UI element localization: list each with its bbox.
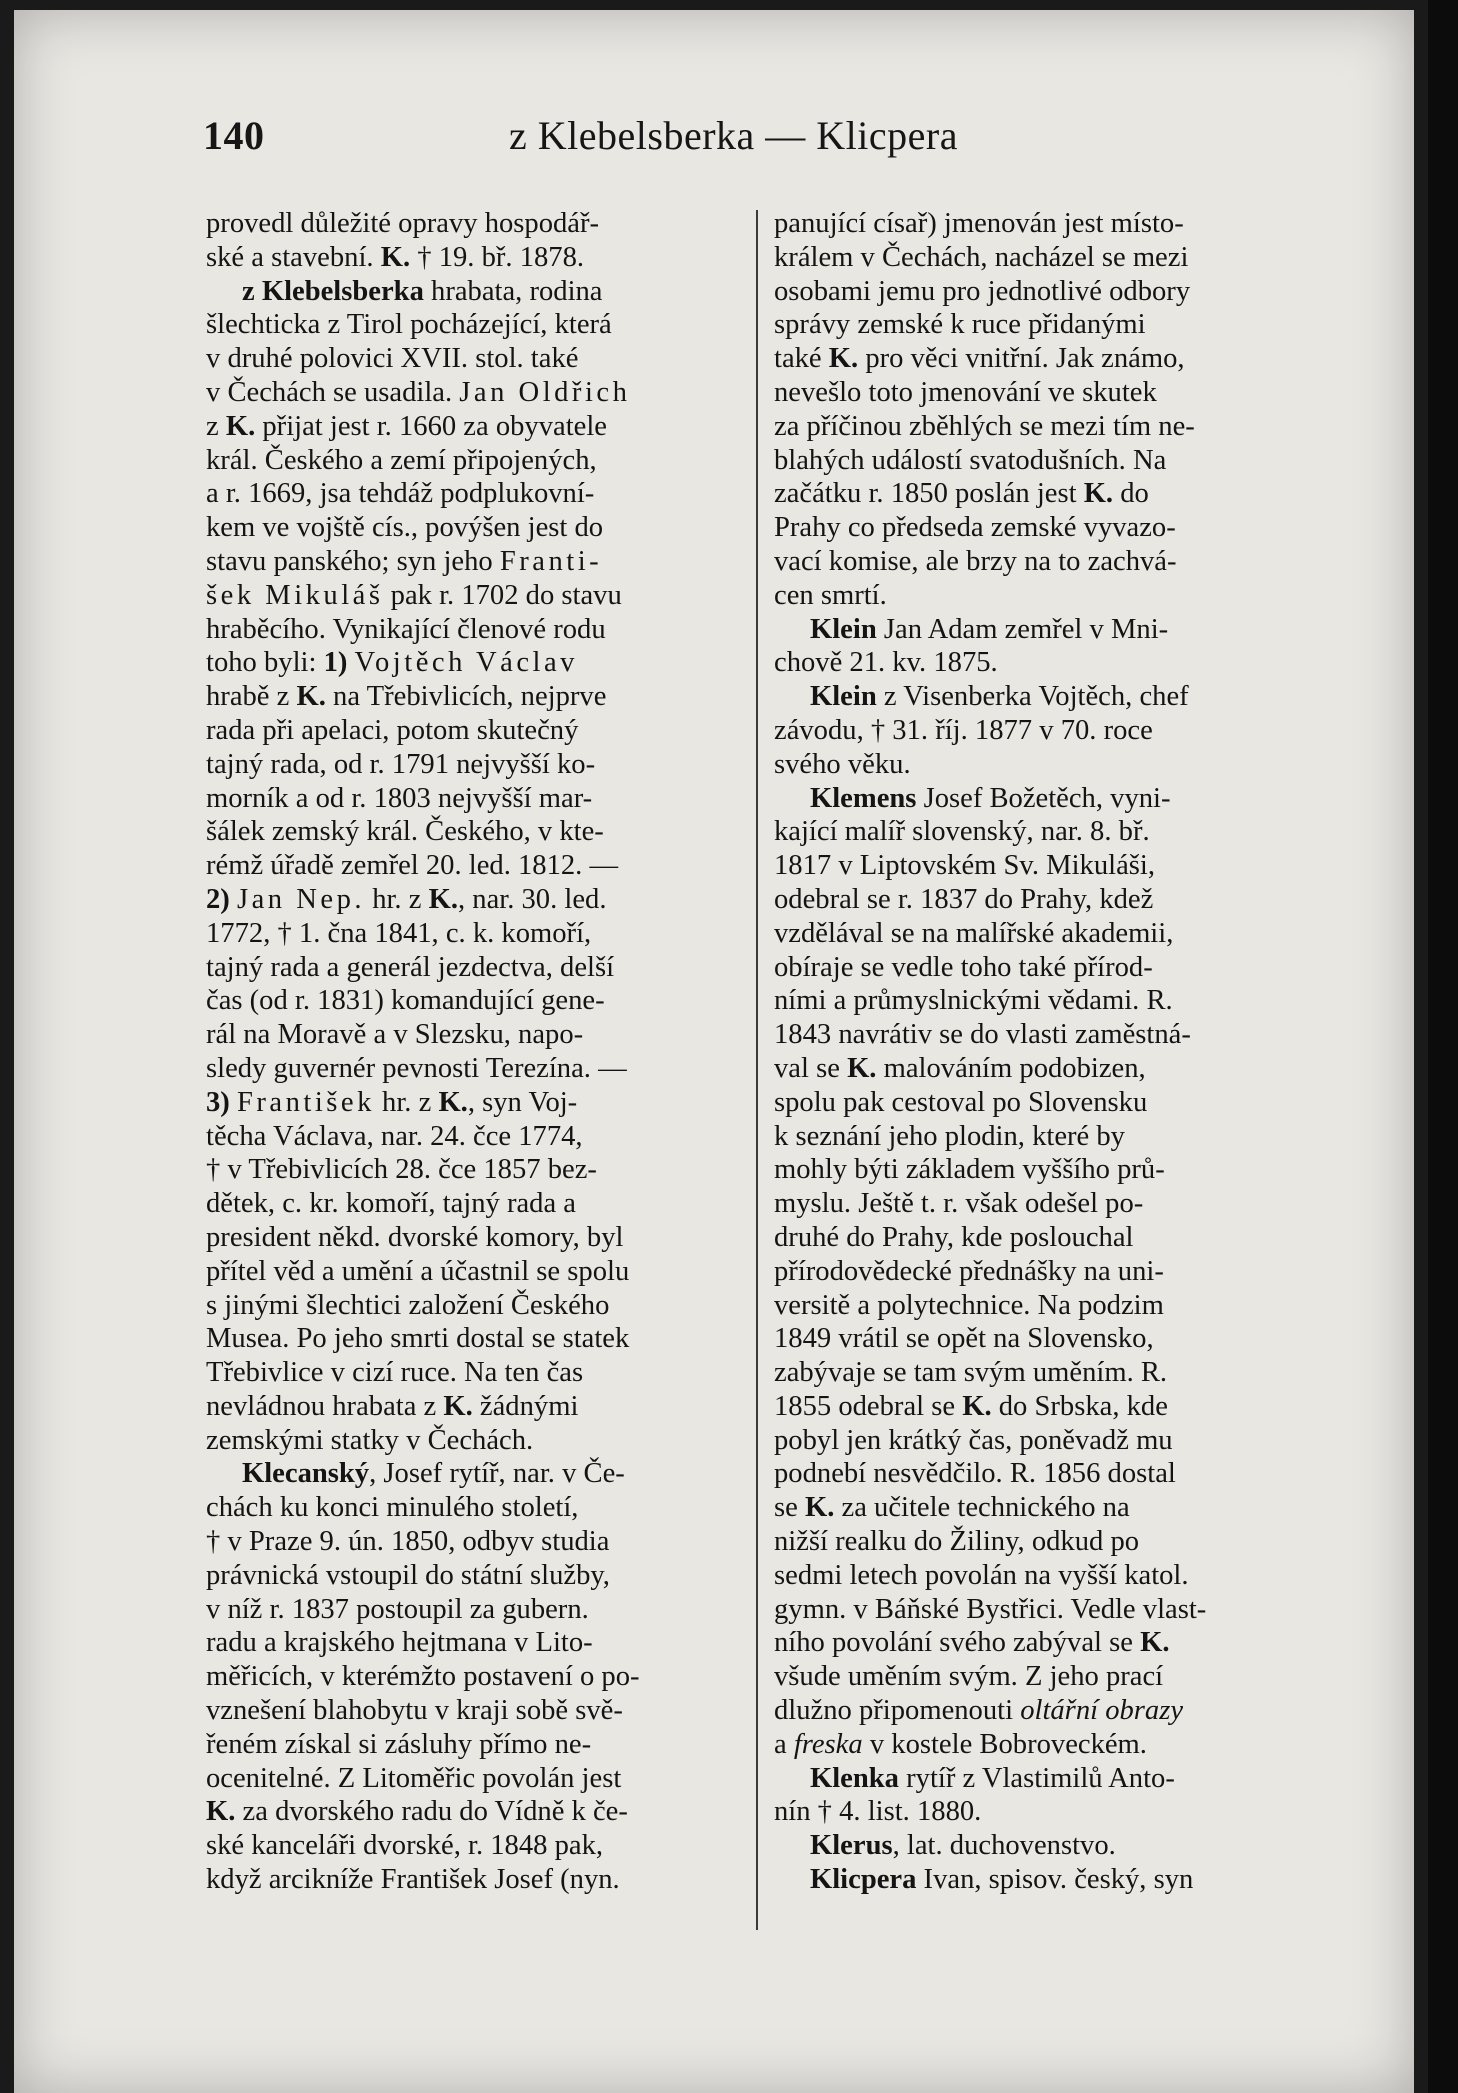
text-segment: začátku r. 1850 poslán jest (774, 478, 1084, 510)
text-line (774, 1593, 1319, 1627)
text-line (774, 714, 1319, 748)
text-segment: K. (225, 410, 256, 442)
text-segment: hraběcího. Vynikající členové rodu (206, 613, 606, 645)
text-segment: Klerus (810, 1830, 893, 1862)
text-segment: přírodovědecké přednášky na uni- (774, 1255, 1164, 1287)
text-segment: zemskými statky v Čechách. (206, 1424, 534, 1456)
text-segment: K. (443, 1390, 473, 1422)
text-segment: rada při apelaci, potom skutečný (206, 714, 579, 746)
text-line (206, 646, 746, 680)
text-line (774, 1086, 1319, 1120)
text-segment: pak r. 1702 do stavu (383, 579, 622, 611)
text-segment: K. (1140, 1627, 1170, 1659)
text-segment: v druhé polovici XVII. stol. také (206, 343, 579, 375)
text-line (774, 917, 1319, 951)
scan-edge (1428, 0, 1458, 2093)
text-segment: Prahy co předseda zemské vyvazo- (774, 512, 1176, 544)
text-line (206, 275, 746, 309)
text-line (774, 1052, 1319, 1086)
text-segment: v Čechách se usadila. (206, 376, 460, 408)
text-segment: šlechticka z Tirol pocházející, která (206, 309, 612, 341)
text-segment: ské kanceláři dvorské, r. 1848 pak, (206, 1830, 604, 1862)
text-line (206, 1795, 746, 1829)
text-line (206, 444, 746, 478)
text-segment: K. (847, 1052, 877, 1084)
text-segment: , syn Voj- (467, 1086, 578, 1118)
text-segment: Klicpera (810, 1864, 917, 1896)
text-segment: sledy guvernér pevnosti Terezína. — (206, 1052, 627, 1084)
text-segment: dlužno připomenouti (774, 1695, 1021, 1727)
text-line (206, 1187, 746, 1221)
text-line (206, 207, 746, 241)
text-segment: mohly býti základem vyššího prů- (774, 1154, 1165, 1186)
text-segment: přítel věd a umění a účastnil se spolu (206, 1255, 630, 1287)
text-line (774, 1762, 1319, 1796)
text-segment: všude uměním svým. Z jeho prací (774, 1661, 1164, 1693)
text-segment: šálek zemský král. Českého, v kte- (206, 816, 604, 848)
text-segment: Klein (810, 681, 877, 713)
text-line (206, 545, 746, 579)
text-segment: rémž úřadě zemřel 20. led. 1812. — (206, 850, 619, 882)
text-line (206, 1356, 746, 1390)
text-segment: právnická vstoupil do státní služby, (206, 1559, 610, 1591)
text-line (774, 1356, 1319, 1390)
text-segment: František (236, 1086, 375, 1118)
text-segment: K. (380, 241, 411, 273)
text-line (206, 579, 746, 613)
text-segment: osobami jemu pro jednotlivé odbory (774, 275, 1191, 307)
text-line (206, 1153, 746, 1187)
text-segment: Vojtěch Václav (354, 647, 578, 679)
text-segment: toho byli: (206, 647, 324, 679)
text-line (774, 1424, 1319, 1458)
text-segment: pobyl jen krátký čas, poněvadž mu (774, 1424, 1173, 1456)
text-segment: panující císař) jmenován jest místo- (774, 208, 1184, 239)
page-header (189, 112, 1069, 164)
text-segment: , lat. duchovenstvo. (892, 1830, 1116, 1862)
text-segment: chách ku konci minulého století, (206, 1492, 579, 1524)
text-segment: žádnými (472, 1390, 579, 1422)
text-line (774, 1525, 1319, 1559)
text-line (206, 883, 746, 917)
text-segment: z Visenberka Vojtěch, chef (876, 681, 1189, 713)
text-line (774, 782, 1319, 816)
text-segment: hr. z (365, 883, 429, 915)
text-line (774, 477, 1319, 511)
text-segment: rytíř z Vlastimilů Anto- (898, 1762, 1175, 1794)
text-line (774, 275, 1319, 309)
text-segment: tajný rada, od r. 1791 nejvyšší ko- (206, 748, 596, 780)
text-line (774, 1795, 1319, 1829)
text-line (774, 748, 1319, 782)
text-line (206, 680, 746, 714)
text-line (774, 815, 1319, 849)
text-segment: Jan Adam zemřel v Mni- (876, 613, 1169, 645)
text-line (206, 1728, 746, 1762)
text-line (774, 1255, 1319, 1289)
text-line (774, 1221, 1319, 1255)
text-line (206, 477, 746, 511)
text-segment: Jan Oldřich (459, 376, 631, 408)
text-segment: 1843 navrátiv se do vlasti zaměstná- (774, 1019, 1191, 1051)
text-line (206, 1559, 746, 1593)
text-line (774, 207, 1319, 241)
text-segment: 1817 v Liptovském Sv. Mikuláši, (774, 850, 1155, 882)
text-line (206, 1221, 746, 1255)
text-segment: K. (1083, 478, 1114, 510)
text-segment: K. (438, 1086, 468, 1118)
text-line (774, 1863, 1319, 1897)
text-segment: oltářní obrazy (1020, 1695, 1184, 1727)
text-line (206, 782, 746, 816)
text-segment: stavu panského; syn jeho (206, 545, 500, 577)
text-line (206, 1626, 746, 1660)
text-segment: tajný rada a generál jezdectva, delší (206, 951, 615, 983)
left-column (206, 207, 746, 1897)
text-line (774, 376, 1319, 410)
text-segment: ské a stavební. (206, 241, 381, 273)
text-segment: měřicích, v kterémžto postavení o po- (206, 1661, 640, 1693)
text-line (774, 1187, 1319, 1221)
text-line (774, 241, 1319, 275)
text-segment: závodu, † 31. říj. 1877 v 70. roce (774, 714, 1153, 746)
text-segment: 1) (323, 647, 348, 679)
text-line (206, 1694, 746, 1728)
text-line (774, 579, 1319, 613)
text-line (774, 951, 1319, 985)
text-line (206, 613, 746, 647)
text-segment: 2) (206, 883, 230, 915)
text-segment: králem v Čechách, nacházel se mezi (774, 241, 1189, 273)
text-line (206, 1660, 746, 1694)
text-segment: čas (od r. 1831) komandující gene- (206, 985, 605, 1017)
text-segment: řeném získal si zásluhy přímo ne- (206, 1728, 592, 1760)
text-segment: Klenka (810, 1762, 899, 1794)
text-segment: Franti- (499, 545, 603, 577)
text-segment: na Třebivlicích, nejprve (325, 681, 607, 713)
text-line (774, 1660, 1319, 1694)
text-line (774, 849, 1319, 883)
text-segment: hrabě z (206, 681, 297, 713)
text-line (206, 849, 746, 883)
text-segment: šek Mikuláš (206, 579, 384, 611)
text-line (206, 1525, 746, 1559)
text-line (206, 1390, 746, 1424)
column-divider (756, 210, 758, 1930)
text-segment: , Josef rytíř, nar. v Če- (369, 1458, 625, 1490)
text-line (206, 1052, 746, 1086)
text-segment: K. (828, 343, 859, 375)
text-line (206, 951, 746, 985)
text-segment: K. (428, 883, 458, 915)
text-line (774, 984, 1319, 1018)
text-segment: † v Třebivlicích 28. čce 1857 bez- (206, 1154, 597, 1186)
text-segment: do (1113, 478, 1149, 510)
text-segment: K. (206, 1796, 236, 1828)
text-segment: k seznání jeho plodin, které by (774, 1120, 1125, 1152)
text-segment: 1772, † 1. čna 1841, c. k. komoří, (206, 917, 592, 949)
text-segment: král. Českého a zemí připojených, (206, 444, 597, 476)
text-segment (230, 1087, 237, 1118)
text-line (206, 308, 746, 342)
text-segment: vznešení blahobytu v kraji sobě svě- (206, 1695, 623, 1727)
text-line (206, 511, 746, 545)
text-line (206, 917, 746, 951)
text-segment: chově 21. kv. 1875. (774, 647, 998, 679)
text-segment: a (774, 1728, 794, 1760)
text-segment: zabývaje se tam svým uměním. R. (774, 1357, 1168, 1389)
text-line (206, 1424, 746, 1458)
text-segment: kem ve vojště cís., povýšen jest do (206, 512, 604, 544)
text-line (206, 410, 746, 444)
text-segment: Třebivlice v cizí ruce. Na ten čas (206, 1357, 584, 1389)
text-segment: ního povolání svého zabýval se (774, 1627, 1141, 1659)
text-line (774, 1153, 1319, 1187)
text-segment: malováním podobizen, (876, 1052, 1146, 1084)
text-segment: a r. 1669, jsa tehdáž podplukovní- (206, 478, 595, 510)
text-segment: Ivan, spisov. český, syn (916, 1864, 1194, 1896)
text-segment: radu a krajského hejtmana v Lito- (206, 1627, 593, 1659)
text-segment: těcha Václava, nar. 24. čce 1774, (206, 1120, 583, 1152)
text-segment: se (774, 1492, 805, 1524)
text-segment: do Srbska, kde (991, 1390, 1168, 1422)
text-segment: vzdělával se na malířské akademii, (774, 917, 1174, 949)
text-line (774, 410, 1319, 444)
text-segment: obíraje se vedle toho také přírod- (774, 951, 1153, 983)
text-segment: za příčinou zběhlých se mezi tím ne- (774, 410, 1195, 442)
text-segment: rál na Moravě a v Slezsku, napo- (206, 1019, 584, 1051)
text-segment: nevládnou hrabata z (206, 1390, 444, 1422)
text-segment: z (206, 410, 226, 442)
text-segment: Klemens (810, 782, 917, 814)
text-segment (347, 647, 354, 678)
text-segment: z Klebelsberka (242, 275, 424, 307)
text-segment: nižší realku do Žiliny, odkud po (774, 1526, 1140, 1558)
text-segment: přijat jest r. 1660 za obyvatele (255, 410, 607, 442)
text-segment: morník a od r. 1803 nejvyšší mar- (206, 782, 593, 814)
text-line (206, 1829, 746, 1863)
text-segment: K. (296, 681, 326, 713)
text-line (774, 1390, 1319, 1424)
page-number: 140 (203, 113, 265, 158)
text-segment: za dvorského radu do Vídně k če- (235, 1796, 628, 1828)
text-segment: Klein (810, 613, 877, 645)
text-segment: v kostele Bobroveckém. (862, 1728, 1147, 1760)
text-segment: s jinými šlechtici založení Českého (206, 1289, 610, 1321)
text-line (774, 444, 1319, 478)
text-segment: blahých událostí svatodušních. Na (774, 444, 1167, 476)
text-line (206, 241, 746, 275)
text-segment: Klecanský (242, 1458, 370, 1490)
text-segment: pro věci vnitřní. Jak známo, (858, 343, 1185, 375)
text-line (206, 984, 746, 1018)
text-segment: † v Praze 9. ún. 1850, odbyv studia (206, 1526, 610, 1558)
text-segment (230, 884, 237, 915)
text-segment: 3) (206, 1086, 230, 1118)
text-line (206, 1762, 746, 1796)
text-segment: v níž r. 1837 postoupil za gubern. (206, 1593, 589, 1625)
text-segment: freska (793, 1728, 863, 1760)
text-line (206, 342, 746, 376)
text-segment: odebral se r. 1837 do Prahy, kdež (774, 883, 1154, 915)
text-segment: kající malíř slovenský, nar. 8. bř. (774, 816, 1150, 848)
text-line (206, 1086, 746, 1120)
text-line (774, 511, 1319, 545)
text-line (206, 1593, 746, 1627)
text-segment: nevešlo toto jmenování ve skutek (774, 376, 1157, 408)
text-segment: nín † 4. list. 1880. (774, 1796, 982, 1828)
text-segment: Josef Božetěch, vyni- (916, 782, 1171, 814)
text-segment: vací komise, ale brzy na to zachvá- (774, 545, 1177, 577)
text-segment: provedl důležité opravy hospodář- (206, 208, 600, 239)
text-segment: sedmi letech povolán na vyšší katol. (774, 1559, 1189, 1591)
text-line (774, 1728, 1319, 1762)
text-line (206, 1863, 746, 1897)
text-line (774, 1120, 1319, 1154)
text-segment: hr. z (374, 1086, 439, 1118)
text-line (206, 1322, 746, 1356)
text-segment: 1855 odebral se (774, 1390, 963, 1422)
text-segment: podnebí nesvědčilo. R. 1856 dostal (774, 1458, 1176, 1490)
text-segment: val se (774, 1052, 848, 1084)
text-line (774, 1491, 1319, 1525)
text-segment: když arcikníže František Josef (nyn. (206, 1864, 620, 1896)
text-segment: za učitele technického na (834, 1492, 1130, 1524)
text-segment: Jan Nep. (236, 883, 366, 915)
text-line (774, 680, 1319, 714)
text-line (206, 1120, 746, 1154)
text-segment: gymn. v Báňské Bystřici. Vedle vlast- (774, 1593, 1207, 1625)
text-line (206, 815, 746, 849)
text-line (774, 1559, 1319, 1593)
text-segment: , nar. 30. led. (457, 883, 607, 915)
text-line (206, 1491, 746, 1525)
text-line (206, 714, 746, 748)
text-segment: svého věku. (774, 748, 911, 780)
text-segment: 1849 vrátil se opět na Slovensko, (774, 1323, 1154, 1355)
text-segment: K. (962, 1390, 992, 1422)
text-line (774, 1322, 1319, 1356)
text-line (206, 748, 746, 782)
text-line (206, 1289, 746, 1323)
text-segment: K. (804, 1492, 835, 1524)
text-line (774, 646, 1319, 680)
text-line (774, 342, 1319, 376)
text-line (206, 1018, 746, 1052)
text-segment: druhé do Prahy, kde poslouchal (774, 1221, 1134, 1253)
text-line (774, 613, 1319, 647)
text-line (774, 545, 1319, 579)
book-page (14, 10, 1414, 2093)
text-segment: myslu. Ještě t. r. však odešel po- (774, 1188, 1144, 1220)
text-line (774, 308, 1319, 342)
text-line (206, 1255, 746, 1289)
text-segment: spolu pak cestoval po Slovensku (774, 1086, 1148, 1118)
text-segment: hrabata, rodina (423, 275, 603, 307)
text-line (206, 1457, 746, 1491)
text-line (774, 1694, 1319, 1728)
text-segment: president někd. dvorské komory, byl (206, 1221, 624, 1253)
text-line (774, 1018, 1319, 1052)
text-segment: dětek, c. kr. komoří, tajný rada a (206, 1188, 577, 1220)
text-segment: správy zemské k ruce přidanými (774, 309, 1146, 341)
text-line (206, 376, 746, 410)
text-line (774, 1457, 1319, 1491)
text-line (774, 1626, 1319, 1660)
text-segment: ocenitelné. Z Litoměřic povolán jest (206, 1762, 622, 1794)
text-segment: versitě a polytechnice. Na podzim (774, 1289, 1164, 1321)
running-title: z Klebelsberka — Klicpera (509, 113, 958, 158)
text-segment: ními a průmyslnickými vědami. R. (774, 985, 1173, 1017)
text-segment: cen smrtí. (774, 579, 887, 611)
text-segment: také (774, 343, 829, 375)
text-line (774, 1829, 1319, 1863)
text-line (774, 883, 1319, 917)
right-column (774, 207, 1319, 1897)
text-segment: † 19. bř. 1878. (410, 241, 585, 273)
text-segment: Musea. Po jeho smrti dostal se statek (206, 1323, 630, 1355)
text-line (774, 1289, 1319, 1323)
